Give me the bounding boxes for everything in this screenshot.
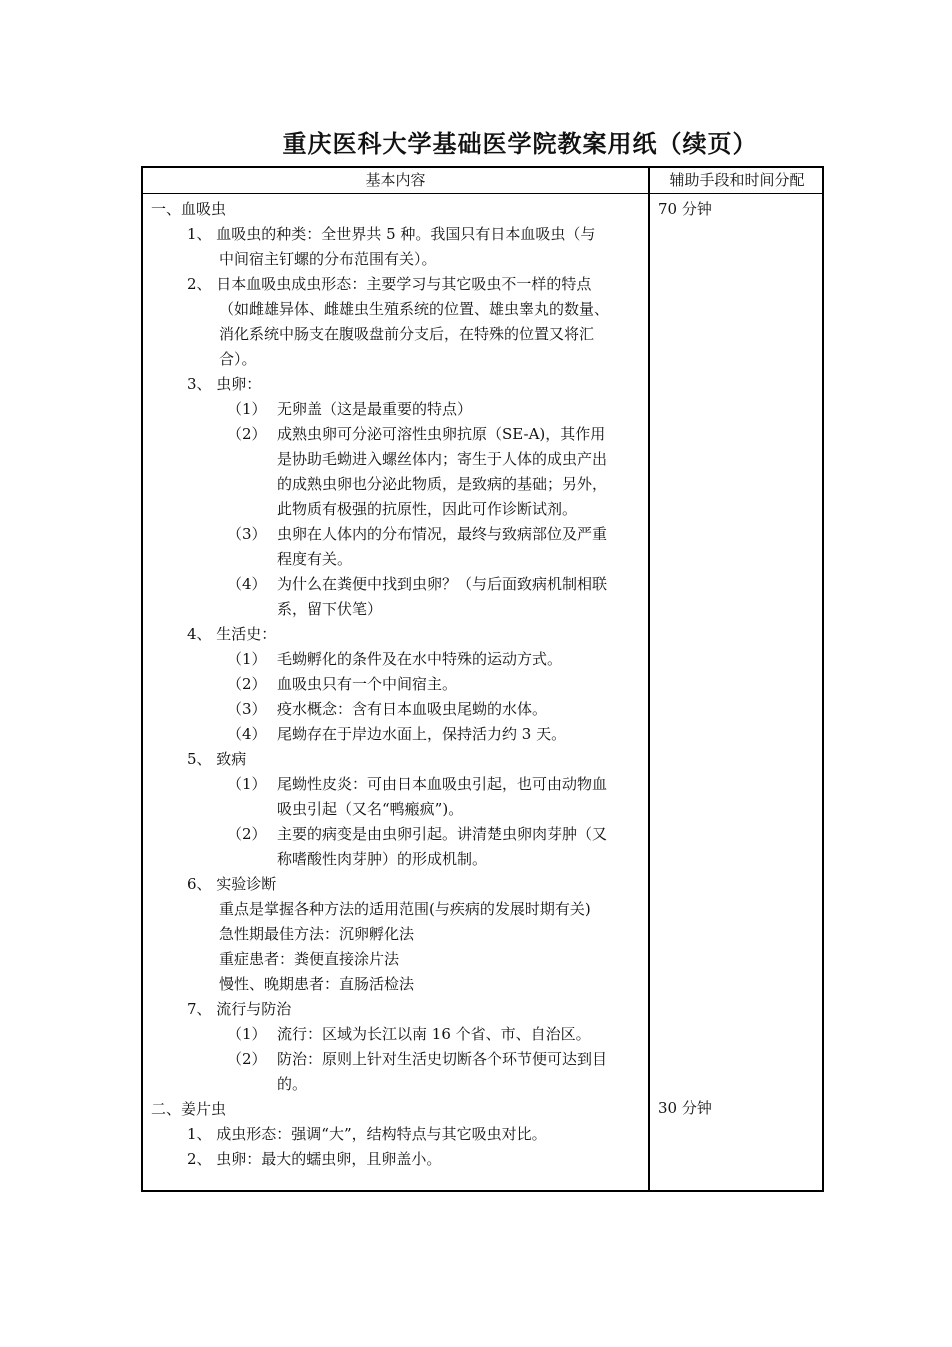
sub-item-number: （2） xyxy=(227,425,267,443)
sub-item-number: （2） xyxy=(227,825,267,843)
content-line: 血吸虫只有一个中间宿主。 xyxy=(277,675,458,693)
content-line: （如雌雄异体、雌雄虫生殖系统的位置、雄虫睾丸的数量、 xyxy=(219,300,610,318)
content-line: 7、 流行与防治 xyxy=(187,1000,292,1018)
content-line: 此物质有极强的抗原性，因此可作诊断试剂。 xyxy=(277,500,578,518)
content-line: 无卵盖（这是最重要的特点） xyxy=(277,400,473,418)
header-content: 基本内容 xyxy=(365,171,426,189)
header-aux: 辅助手段和时间分配 xyxy=(669,171,805,189)
content-line: 吸虫引起（又名“鸭瘢疯”)。 xyxy=(277,800,464,818)
time-note-1: 70 分钟 xyxy=(658,200,712,218)
content-line: 系，留下伏笔） xyxy=(277,600,383,618)
content-line: 尾蚴性皮炎：可由日本血吸虫引起，也可由动物血 xyxy=(277,775,608,793)
content-line: 疫水概念：含有日本血吸虫尾蚴的水体。 xyxy=(277,700,548,718)
sub-item-number: （2） xyxy=(227,1050,267,1068)
content-line: 称嗜酸性肉芽肿）的形成机制。 xyxy=(277,850,488,868)
content-line: 程度有关。 xyxy=(277,550,353,568)
content-line: 一、血吸虫 xyxy=(151,200,227,218)
content-line: 2、 虫卵：最大的蠕虫卵，且卵盖小。 xyxy=(187,1150,442,1168)
content-line: 1、 血吸虫的种类：全世界共 5 种。我国只有日本血吸虫（与 xyxy=(187,225,596,243)
sub-item-number: （1） xyxy=(227,400,267,418)
content-line: 防治：原则上针对生活史切断各个环节便可达到目 xyxy=(277,1050,608,1068)
content-line: 虫卵在人体内的分布情况，最终与致病部位及严重 xyxy=(277,525,608,543)
sub-item-number: （1） xyxy=(227,1025,267,1043)
content-line: 消化系统中肠支在腹吸盘前分支后，在特殊的位置又将汇 xyxy=(219,325,595,343)
content-line: 重症患者：粪便直接涂片法 xyxy=(219,950,400,968)
content-line: 二、姜片虫 xyxy=(151,1100,227,1118)
content-line: 合）。 xyxy=(219,350,257,368)
column-divider xyxy=(648,168,650,1190)
header-divider xyxy=(143,193,822,194)
content-line: 重点是掌握各种方法的适用范围(与疾病的发展时期有关) xyxy=(219,900,591,918)
content-line: 毛蚴孵化的条件及在水中特殊的运动方式。 xyxy=(277,650,563,668)
sub-item-number: （4） xyxy=(227,575,267,593)
page-title: 重庆医科大学基础医学院教案用纸（续页） xyxy=(282,129,758,158)
content-line: 成熟虫卵可分泌可溶性虫卵抗原（SE-A)，其作用 xyxy=(277,425,606,443)
lesson-table xyxy=(141,166,824,1192)
content-line: 4、 生活史： xyxy=(187,625,277,643)
content-line: 为什么在粪便中找到虫卵？（与后面致病机制相联 xyxy=(277,575,608,593)
content-line: 急性期最佳方法：沉卵孵化法 xyxy=(219,925,415,943)
content-line: 尾蚴存在于岸边水面上，保持活力约 3 天。 xyxy=(277,725,567,743)
content-line: 中间宿主钉螺的分布范围有关）。 xyxy=(219,250,437,268)
content-line: 慢性、晚期患者：直肠活检法 xyxy=(219,975,415,993)
sub-item-number: （2） xyxy=(227,675,267,693)
sub-item-number: （1） xyxy=(227,650,267,668)
sub-item-number: （1） xyxy=(227,775,267,793)
content-line: 1、 成虫形态：强调“大”，结构特点与其它吸虫对比。 xyxy=(187,1125,547,1143)
content-line: 5、 致病 xyxy=(187,750,247,768)
sub-item-number: （3） xyxy=(227,700,267,718)
content-line: 6、 实验诊断 xyxy=(187,875,277,893)
content-line: 是协助毛蚴进入螺丝体内；寄生于人体的成虫产出 xyxy=(277,450,608,468)
sub-item-number: （3） xyxy=(227,525,267,543)
content-line: 流行：区域为长江以南 16 个省、市、自治区。 xyxy=(277,1025,591,1043)
sub-item-number: （4） xyxy=(227,725,267,743)
time-note-2: 30 分钟 xyxy=(658,1099,712,1117)
content-line: 主要的病变是由虫卵引起。讲清楚虫卵肉芽肿（又 xyxy=(277,825,608,843)
content-line: 2、 日本血吸虫成虫形态：主要学习与其它吸虫不一样的特点 xyxy=(187,275,592,293)
content-line: 的。 xyxy=(277,1075,308,1093)
content-line: 的成熟虫卵也分泌此物质，是致病的基础；另外， xyxy=(277,475,608,493)
content-line: 3、 虫卵： xyxy=(187,375,262,393)
